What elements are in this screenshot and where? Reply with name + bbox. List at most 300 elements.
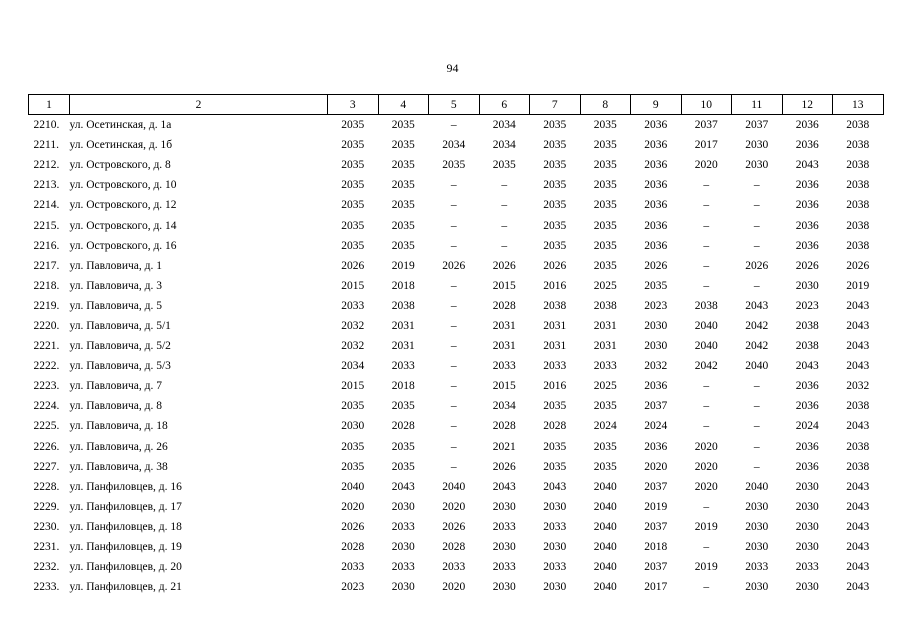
year-cell: 2026 — [442, 520, 466, 533]
year-cell: – — [450, 199, 457, 212]
year-cell: 2024 — [644, 420, 668, 433]
table-row — [29, 115, 884, 136]
address-cell: ул. Осетинская, д. 1а — [69, 119, 172, 132]
year-cell: – — [703, 500, 710, 513]
address-cell: ул. Павловича, д. 38 — [69, 460, 168, 473]
year-cell: 2040 — [341, 480, 365, 493]
column-header: 6 — [479, 95, 530, 115]
column-header: 5 — [429, 95, 480, 115]
year-cell: 2035 — [341, 119, 365, 132]
year-cell: 2032 — [846, 380, 870, 393]
column-header: 10 — [681, 95, 732, 115]
year-cell: 2036 — [644, 219, 668, 232]
year-cell: 2035 — [543, 159, 567, 172]
year-cell: – — [501, 219, 508, 232]
year-cell: 2035 — [543, 460, 567, 473]
row-number: 2228. — [33, 480, 60, 493]
year-cell: 2037 — [644, 400, 668, 413]
year-cell: 2019 — [694, 561, 718, 574]
year-cell: 2031 — [543, 319, 567, 332]
year-cell: 2030 — [745, 159, 769, 172]
row-number: 2225. — [33, 420, 60, 433]
page-number: 94 — [446, 61, 459, 75]
year-cell: – — [703, 199, 710, 212]
year-cell: – — [753, 219, 760, 232]
year-cell: – — [450, 400, 457, 413]
year-cell: 2035 — [593, 139, 617, 152]
year-cell: 2031 — [492, 319, 516, 332]
address-cell: ул. Павловича, д. 5/2 — [69, 340, 171, 353]
year-cell: 2034 — [492, 119, 516, 132]
year-cell: 2040 — [694, 340, 718, 353]
year-cell: 2019 — [644, 500, 668, 513]
year-cell: 2031 — [593, 319, 617, 332]
year-cell: 2035 — [341, 219, 365, 232]
year-cell: 2038 — [846, 119, 870, 132]
year-cell: 2030 — [795, 520, 819, 533]
year-cell: 2031 — [593, 340, 617, 353]
year-cell: 2035 — [391, 159, 415, 172]
column-header: 4 — [378, 95, 429, 115]
year-cell: 2033 — [593, 360, 617, 373]
year-cell: 2035 — [543, 199, 567, 212]
year-cell: 2035 — [341, 400, 365, 413]
year-cell: 2043 — [846, 500, 870, 513]
year-cell: 2043 — [846, 581, 870, 594]
year-cell: – — [501, 199, 508, 212]
year-cell: 2026 — [745, 259, 769, 272]
year-cell: – — [753, 279, 760, 292]
year-cell: 2035 — [341, 239, 365, 252]
year-cell: 2035 — [391, 139, 415, 152]
row-number: 2230. — [33, 520, 60, 533]
year-cell: 2030 — [391, 581, 415, 594]
year-cell: 2036 — [644, 179, 668, 192]
year-cell: 2040 — [593, 500, 617, 513]
year-cell: – — [703, 541, 710, 554]
year-cell: 2038 — [846, 440, 870, 453]
year-cell: 2025 — [593, 279, 617, 292]
year-cell: 2036 — [795, 440, 819, 453]
year-cell: 2033 — [442, 561, 466, 574]
year-cell: 2019 — [391, 259, 415, 272]
year-cell: 2026 — [492, 460, 516, 473]
year-cell: 2030 — [543, 500, 567, 513]
year-cell: – — [703, 179, 710, 192]
row-number: 2212. — [33, 159, 60, 172]
year-cell: 2019 — [694, 520, 718, 533]
year-cell: 2033 — [543, 561, 567, 574]
row-number: 2233. — [33, 581, 60, 594]
table-row — [29, 557, 884, 577]
year-cell: 2038 — [846, 159, 870, 172]
year-cell: 2020 — [644, 460, 668, 473]
year-cell: 2035 — [341, 199, 365, 212]
table-row — [29, 155, 884, 175]
address-cell: ул. Панфиловцев, д. 19 — [69, 541, 182, 554]
year-cell: 2040 — [694, 319, 718, 332]
year-cell: 2016 — [543, 380, 567, 393]
year-cell: 2030 — [543, 541, 567, 554]
year-cell: 2035 — [593, 179, 617, 192]
year-cell: 2035 — [341, 179, 365, 192]
year-cell: 2043 — [846, 541, 870, 554]
year-cell: 2020 — [341, 500, 365, 513]
year-cell: – — [703, 400, 710, 413]
year-cell: 2035 — [593, 119, 617, 132]
header-row — [29, 95, 884, 115]
year-cell: 2028 — [492, 299, 516, 312]
row-number: 2220. — [33, 319, 60, 332]
year-cell: – — [450, 179, 457, 192]
year-cell: 2019 — [846, 279, 870, 292]
year-cell: 2018 — [644, 541, 668, 554]
year-cell: 2036 — [795, 239, 819, 252]
row-number: 2221. — [33, 340, 60, 353]
table-row — [29, 316, 884, 336]
address-cell: ул. Павловича, д. 18 — [69, 420, 168, 433]
year-cell: 2035 — [644, 279, 668, 292]
year-cell: 2035 — [341, 159, 365, 172]
year-cell: 2030 — [745, 139, 769, 152]
year-cell: 2036 — [795, 380, 819, 393]
year-cell: 2030 — [492, 541, 516, 554]
year-cell: 2035 — [593, 440, 617, 453]
address-cell: ул. Павловича, д. 5/3 — [69, 360, 171, 373]
year-cell: – — [450, 440, 457, 453]
address-cell: ул. Островского, д. 16 — [69, 239, 177, 252]
year-cell: 2035 — [391, 219, 415, 232]
year-cell: 2030 — [391, 541, 415, 554]
year-cell: 2040 — [593, 561, 617, 574]
year-cell: 2036 — [795, 400, 819, 413]
year-cell: – — [450, 340, 457, 353]
year-cell: 2032 — [341, 319, 365, 332]
year-cell: 2026 — [543, 259, 567, 272]
year-cell: – — [753, 199, 760, 212]
schedule-table — [28, 94, 884, 597]
table-row — [29, 195, 884, 215]
year-cell: 2033 — [391, 561, 415, 574]
year-cell: – — [753, 400, 760, 413]
year-cell: 2036 — [644, 380, 668, 393]
column-header: 11 — [732, 95, 783, 115]
year-cell: 2031 — [391, 319, 415, 332]
year-cell: 2026 — [795, 259, 819, 272]
year-cell: 2036 — [644, 440, 668, 453]
address-cell: ул. Островского, д. 14 — [69, 219, 177, 232]
year-cell: 2015 — [341, 380, 365, 393]
year-cell: 2038 — [846, 199, 870, 212]
year-cell: 2038 — [694, 299, 718, 312]
table-row — [29, 215, 884, 235]
table-row — [29, 175, 884, 195]
year-cell: 2040 — [593, 541, 617, 554]
year-cell: – — [753, 420, 760, 433]
year-cell: 2030 — [795, 500, 819, 513]
year-cell: 2035 — [391, 460, 415, 473]
year-cell: 2035 — [593, 239, 617, 252]
year-cell: – — [703, 279, 710, 292]
year-cell: 2036 — [795, 179, 819, 192]
year-cell: 2030 — [341, 420, 365, 433]
row-number: 2210. — [33, 119, 60, 132]
year-cell: 2043 — [391, 480, 415, 493]
year-cell: 2015 — [492, 380, 516, 393]
year-cell: 2043 — [846, 520, 870, 533]
year-cell: 2040 — [593, 520, 617, 533]
year-cell: 2023 — [341, 581, 365, 594]
year-cell: 2043 — [795, 360, 819, 373]
year-cell: – — [450, 319, 457, 332]
address-cell: ул. Павловича, д. 7 — [69, 380, 162, 393]
address-cell: ул. Островского, д. 10 — [69, 179, 177, 192]
year-cell: 2033 — [543, 520, 567, 533]
address-cell: ул. Панфиловцев, д. 18 — [69, 520, 182, 533]
year-cell: 2043 — [543, 480, 567, 493]
year-cell: 2026 — [341, 520, 365, 533]
year-cell: 2031 — [492, 340, 516, 353]
year-cell: 2035 — [593, 259, 617, 272]
year-cell: 2018 — [391, 380, 415, 393]
year-cell: – — [450, 360, 457, 373]
year-cell: 2020 — [442, 581, 466, 594]
year-cell: 2043 — [846, 319, 870, 332]
year-cell: 2042 — [745, 340, 769, 353]
year-cell: 2036 — [644, 139, 668, 152]
year-cell: 2035 — [442, 159, 466, 172]
address-cell: ул. Павловича, д. 1 — [69, 259, 162, 272]
year-cell: 2038 — [846, 460, 870, 473]
year-cell: 2030 — [492, 581, 516, 594]
year-cell: – — [703, 380, 710, 393]
table-row — [29, 577, 884, 597]
address-cell: ул. Павловича, д. 5 — [69, 299, 162, 312]
year-cell: – — [501, 179, 508, 192]
year-cell: 2025 — [593, 380, 617, 393]
year-cell: 2023 — [795, 299, 819, 312]
year-cell: 2037 — [745, 119, 769, 132]
year-cell: 2017 — [694, 139, 718, 152]
row-number: 2232. — [33, 561, 60, 574]
row-number: 2214. — [33, 199, 60, 212]
year-cell: 2035 — [543, 219, 567, 232]
year-cell: – — [703, 581, 710, 594]
row-number: 2229. — [33, 500, 60, 513]
year-cell: 2037 — [644, 520, 668, 533]
year-cell: 2031 — [543, 340, 567, 353]
address-cell: ул. Островского, д. 8 — [69, 159, 171, 172]
year-cell: 2042 — [745, 319, 769, 332]
year-cell: 2035 — [593, 199, 617, 212]
address-cell: ул. Павловича, д. 5/1 — [69, 319, 171, 332]
table-row — [29, 376, 884, 396]
table-row — [29, 537, 884, 557]
year-cell: 2040 — [745, 480, 769, 493]
year-cell: 2026 — [846, 259, 870, 272]
year-cell: 2043 — [846, 340, 870, 353]
year-cell: 2030 — [795, 480, 819, 493]
year-cell: 2035 — [543, 239, 567, 252]
year-cell: 2035 — [543, 400, 567, 413]
column-header: 3 — [328, 95, 379, 115]
row-number: 2231. — [33, 541, 60, 554]
year-cell: 2030 — [391, 500, 415, 513]
year-cell: 2036 — [644, 239, 668, 252]
year-cell: 2036 — [795, 219, 819, 232]
year-cell: 2035 — [341, 460, 365, 473]
year-cell: 2035 — [391, 119, 415, 132]
year-cell: 2043 — [492, 480, 516, 493]
row-number: 2217. — [33, 259, 60, 272]
year-cell: 2037 — [644, 480, 668, 493]
year-cell: 2020 — [694, 480, 718, 493]
year-cell: 2030 — [644, 340, 668, 353]
column-header: 2 — [70, 95, 328, 115]
row-number: 2222. — [33, 360, 60, 373]
table-header — [29, 95, 884, 115]
year-cell: 2043 — [745, 299, 769, 312]
year-cell: 2035 — [593, 460, 617, 473]
address-cell: ул. Панфиловцев, д. 17 — [69, 500, 182, 513]
year-cell: 2038 — [593, 299, 617, 312]
year-cell: 2040 — [745, 360, 769, 373]
year-cell: – — [753, 380, 760, 393]
address-cell: ул. Панфиловцев, д. 20 — [69, 561, 182, 574]
year-cell: 2033 — [492, 520, 516, 533]
year-cell: 2035 — [492, 159, 516, 172]
year-cell: 2038 — [846, 179, 870, 192]
year-cell: 2035 — [543, 179, 567, 192]
year-cell: 2030 — [644, 319, 668, 332]
year-cell: 2036 — [795, 119, 819, 132]
year-cell: 2034 — [492, 400, 516, 413]
year-cell: 2020 — [442, 500, 466, 513]
row-number: 2215. — [33, 219, 60, 232]
year-cell: 2035 — [391, 179, 415, 192]
year-cell: 2035 — [593, 400, 617, 413]
table-row — [29, 396, 884, 416]
year-cell: 2021 — [492, 440, 516, 453]
column-header: 8 — [580, 95, 631, 115]
year-cell: 2035 — [341, 440, 365, 453]
year-cell: 2043 — [846, 299, 870, 312]
address-cell: ул. Осетинская, д. 1б — [69, 139, 173, 152]
year-cell: 2020 — [694, 159, 718, 172]
table-body — [29, 115, 884, 598]
year-cell: 2030 — [745, 541, 769, 554]
year-cell: – — [450, 239, 457, 252]
year-cell: – — [703, 259, 710, 272]
address-cell: ул. Панфиловцев, д. 21 — [69, 581, 182, 594]
year-cell: 2043 — [846, 480, 870, 493]
year-cell: – — [703, 239, 710, 252]
year-cell: 2032 — [341, 340, 365, 353]
year-cell: 2035 — [391, 400, 415, 413]
year-cell: – — [753, 440, 760, 453]
year-cell: 2033 — [391, 360, 415, 373]
address-cell: ул. Островского, д. 12 — [69, 199, 177, 212]
address-cell: ул. Павловича, д. 8 — [69, 400, 162, 413]
row-number: 2223. — [33, 380, 60, 393]
year-cell: – — [501, 239, 508, 252]
year-cell: 2028 — [341, 541, 365, 554]
year-cell: 2036 — [795, 139, 819, 152]
year-cell: 2038 — [795, 340, 819, 353]
table-row — [29, 497, 884, 517]
year-cell: 2036 — [795, 460, 819, 473]
year-cell: 2026 — [644, 259, 668, 272]
year-cell: 2026 — [442, 259, 466, 272]
year-cell: 2023 — [644, 299, 668, 312]
year-cell: 2036 — [795, 199, 819, 212]
row-number: 2216. — [33, 239, 60, 252]
year-cell: 2038 — [846, 219, 870, 232]
row-number: 2226. — [33, 440, 60, 453]
year-cell: 2032 — [644, 360, 668, 373]
year-cell: 2038 — [846, 239, 870, 252]
row-number: 2211. — [33, 139, 59, 152]
table-row — [29, 437, 884, 457]
year-cell: 2028 — [543, 420, 567, 433]
year-cell: 2038 — [543, 299, 567, 312]
year-cell: 2030 — [795, 279, 819, 292]
year-cell: 2031 — [391, 340, 415, 353]
year-cell: 2035 — [543, 139, 567, 152]
row-number: 2218. — [33, 279, 60, 292]
year-cell: 2015 — [492, 279, 516, 292]
table-row — [29, 256, 884, 276]
year-cell: 2037 — [694, 119, 718, 132]
year-cell: 2036 — [644, 199, 668, 212]
year-cell: 2033 — [492, 561, 516, 574]
year-cell: 2020 — [694, 460, 718, 473]
year-cell: – — [450, 420, 457, 433]
year-cell: 2033 — [391, 520, 415, 533]
year-cell: 2034 — [341, 360, 365, 373]
year-cell: 2033 — [492, 360, 516, 373]
table-row — [29, 477, 884, 497]
year-cell: 2043 — [846, 420, 870, 433]
year-cell: 2033 — [543, 360, 567, 373]
address-cell: ул. Павловича, д. 3 — [69, 279, 162, 292]
row-number: 2224. — [33, 400, 60, 413]
year-cell: 2028 — [391, 420, 415, 433]
year-cell: 2030 — [745, 500, 769, 513]
year-cell: 2024 — [593, 420, 617, 433]
address-cell: ул. Панфиловцев, д. 16 — [69, 480, 182, 493]
year-cell: 2033 — [341, 561, 365, 574]
year-cell: 2035 — [391, 239, 415, 252]
year-cell: 2030 — [492, 500, 516, 513]
year-cell: 2035 — [391, 199, 415, 212]
year-cell: 2028 — [442, 541, 466, 554]
year-cell: 2030 — [745, 520, 769, 533]
table-row — [29, 296, 884, 316]
year-cell: – — [450, 279, 457, 292]
year-cell: 2035 — [543, 119, 567, 132]
year-cell: 2020 — [694, 440, 718, 453]
year-cell: 2026 — [341, 259, 365, 272]
year-cell: 2038 — [391, 299, 415, 312]
year-cell: – — [450, 219, 457, 232]
row-number: 2213. — [33, 179, 60, 192]
year-cell: 2033 — [341, 299, 365, 312]
year-cell: 2040 — [442, 480, 466, 493]
table-row — [29, 457, 884, 477]
year-cell: 2034 — [492, 139, 516, 152]
year-cell: 2036 — [644, 159, 668, 172]
